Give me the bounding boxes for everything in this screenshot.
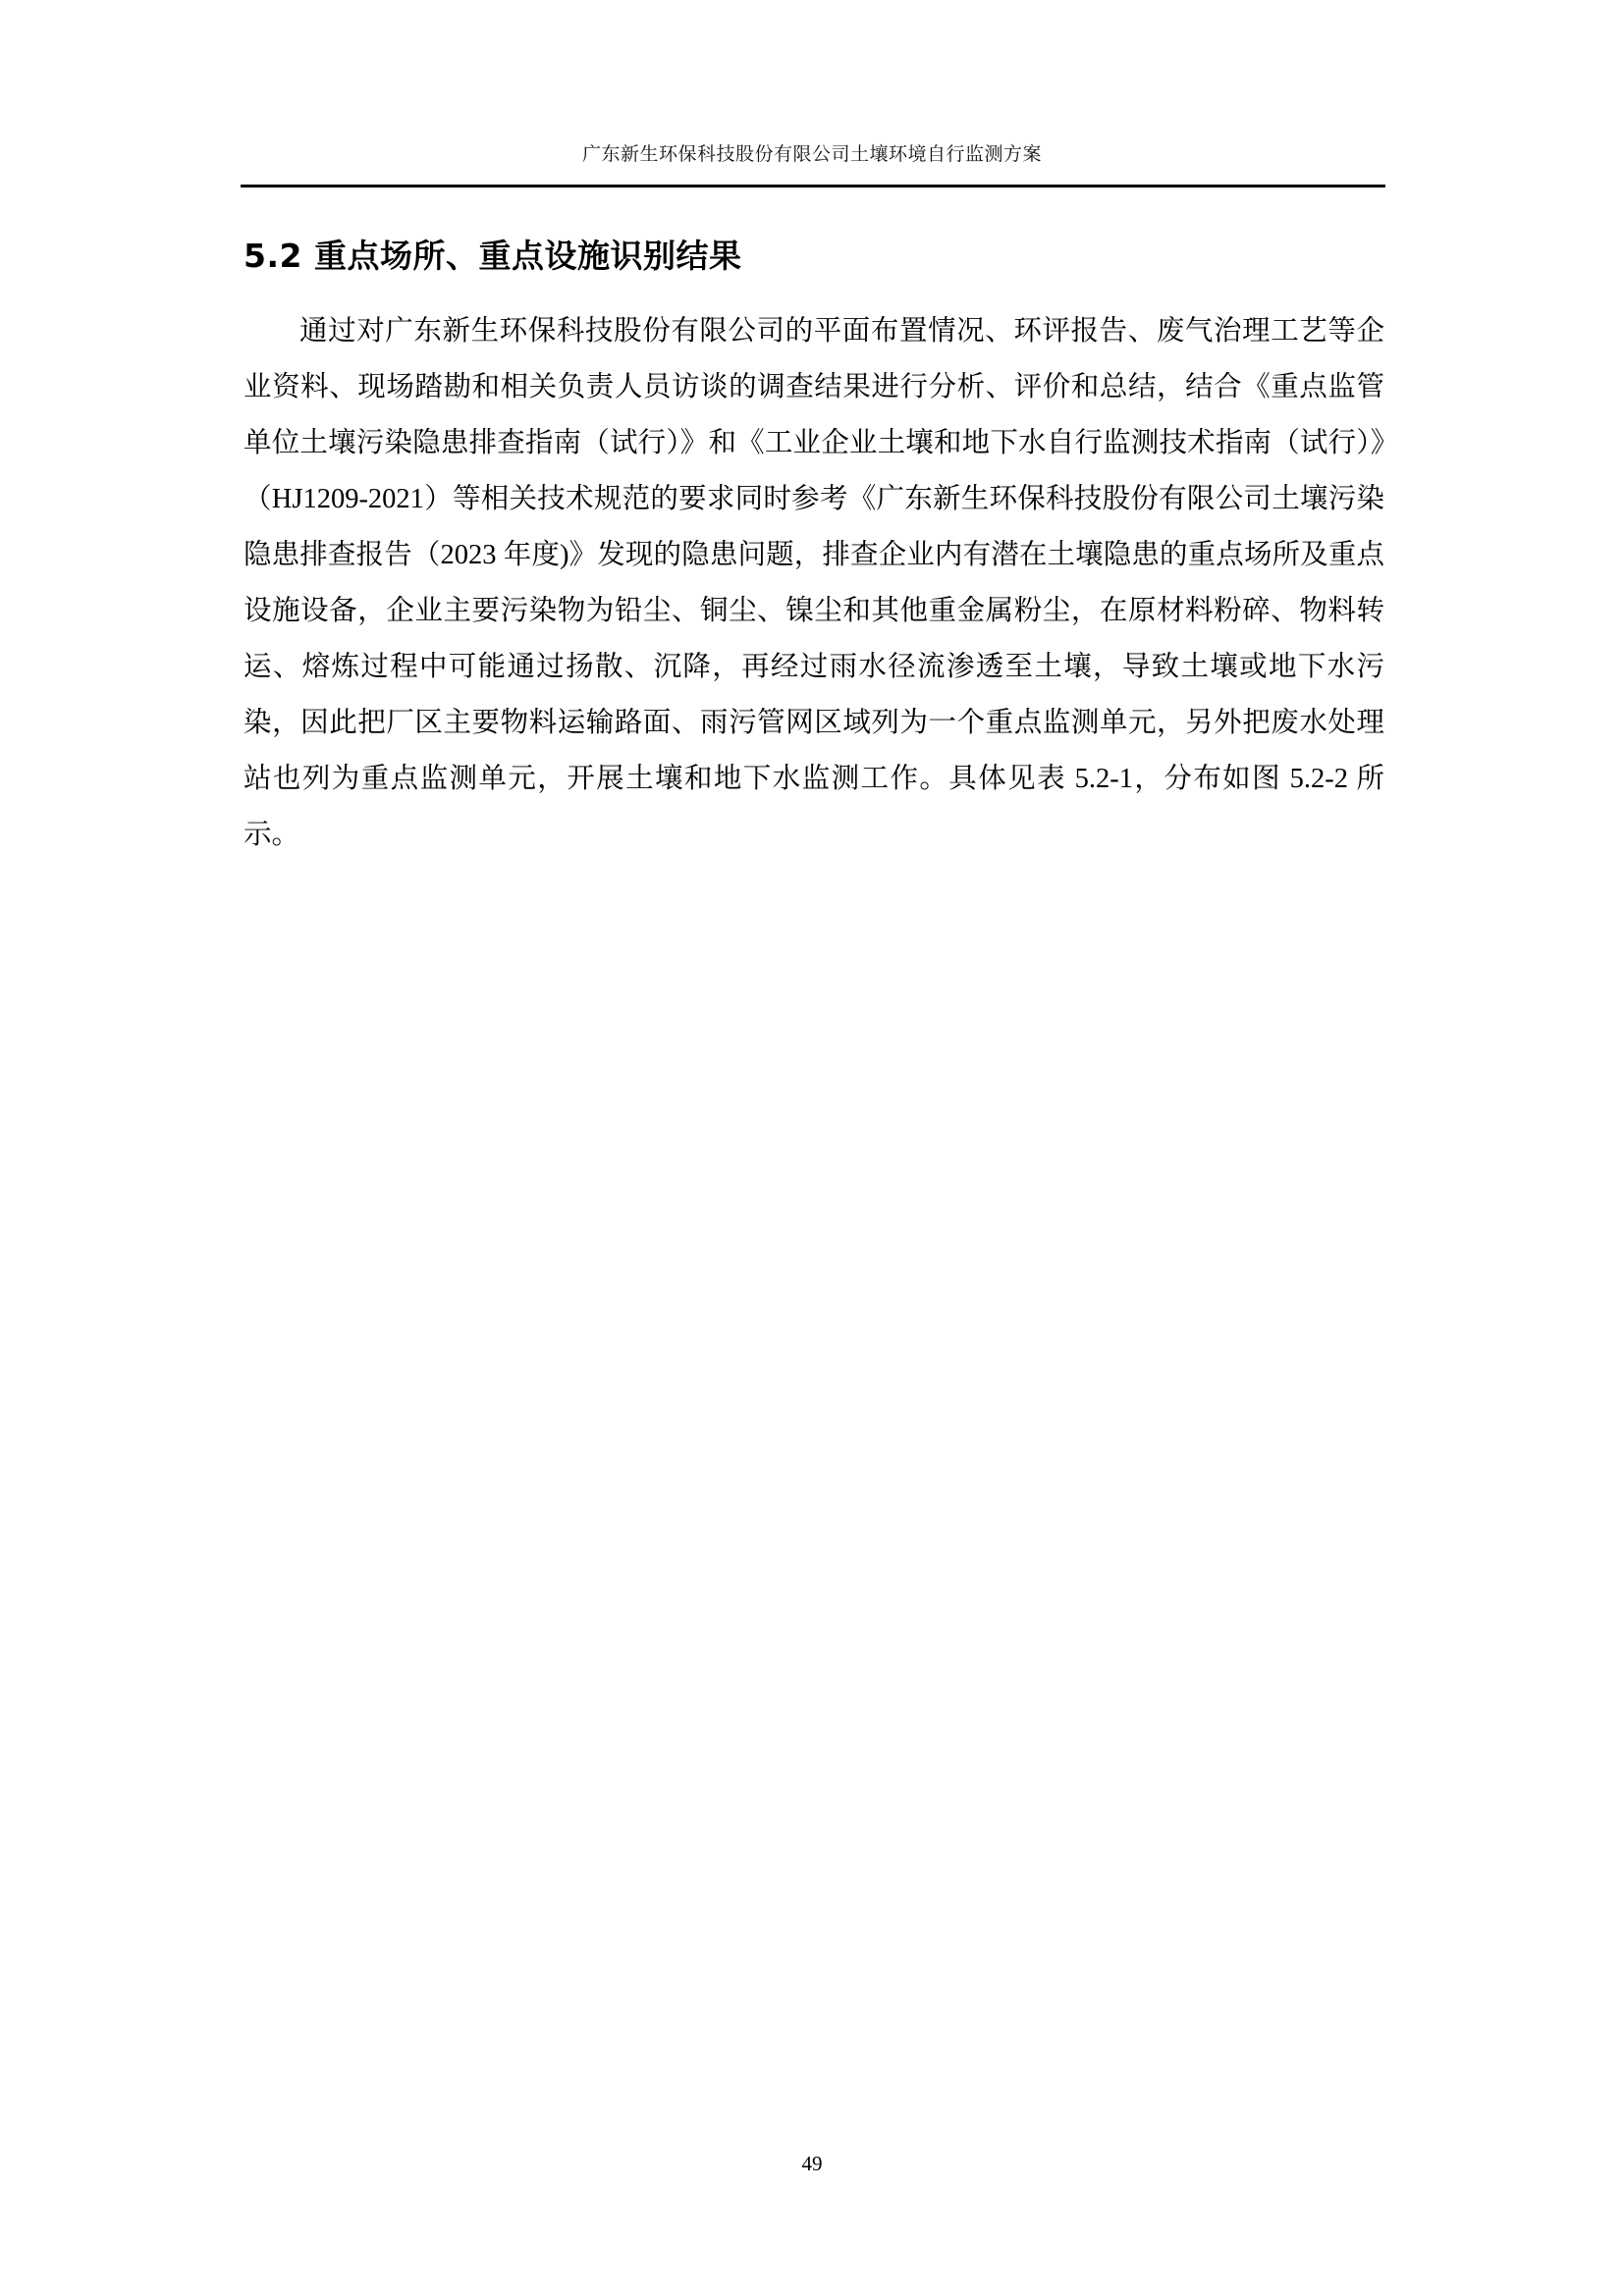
page-header — [241, 143, 1383, 166]
section-heading: 5.2 重点场所、重点设施识别结果 — [244, 237, 742, 276]
page-header-text: 广东新生环保科技股份有限公司土壤环境自行监测方案 — [581, 143, 1042, 165]
body-paragraph: 通过对广东新生环保科技股份有限公司的平面布置情况、环评报告、废气治理工艺等企业资料、现场踏勘和相关负责人员访谈的调查结果进行分析、评价和总结，结合《重点监管单位土壤污染隐患排查指南（试行）》和《工业企业土壤和地下水自行监测技术指南（试行）》（HJ1209-2021）等相关技术规范的要求同时参考《广东新生环保科技股份有限公司土壤污染隐患排查报告（2023 年度)》发现的隐患问题，排查企业内有潜在土壤隐患的重点场所及重点设施设备，企业主要污染物为铅尘、铜尘、镍尘和其他重金属粉尘，在原材料粉碎、物料转运、熔炼过程中可能通过扬散、沉降，再经过雨水径流渗透至土壤，导致土壤或地下水污染，因此把厂区主要物料运输路面、雨污管网区域列为一个重点监测单元，另外把废水处理站也列为重点监测单元，开展土壤和地下水监测工作。具体见表 5.2-1，分布如图 5.2-2 所示。 — [244, 315, 1384, 850]
header-divider — [241, 185, 1385, 187]
page-number: 49 — [801, 2152, 823, 2175]
